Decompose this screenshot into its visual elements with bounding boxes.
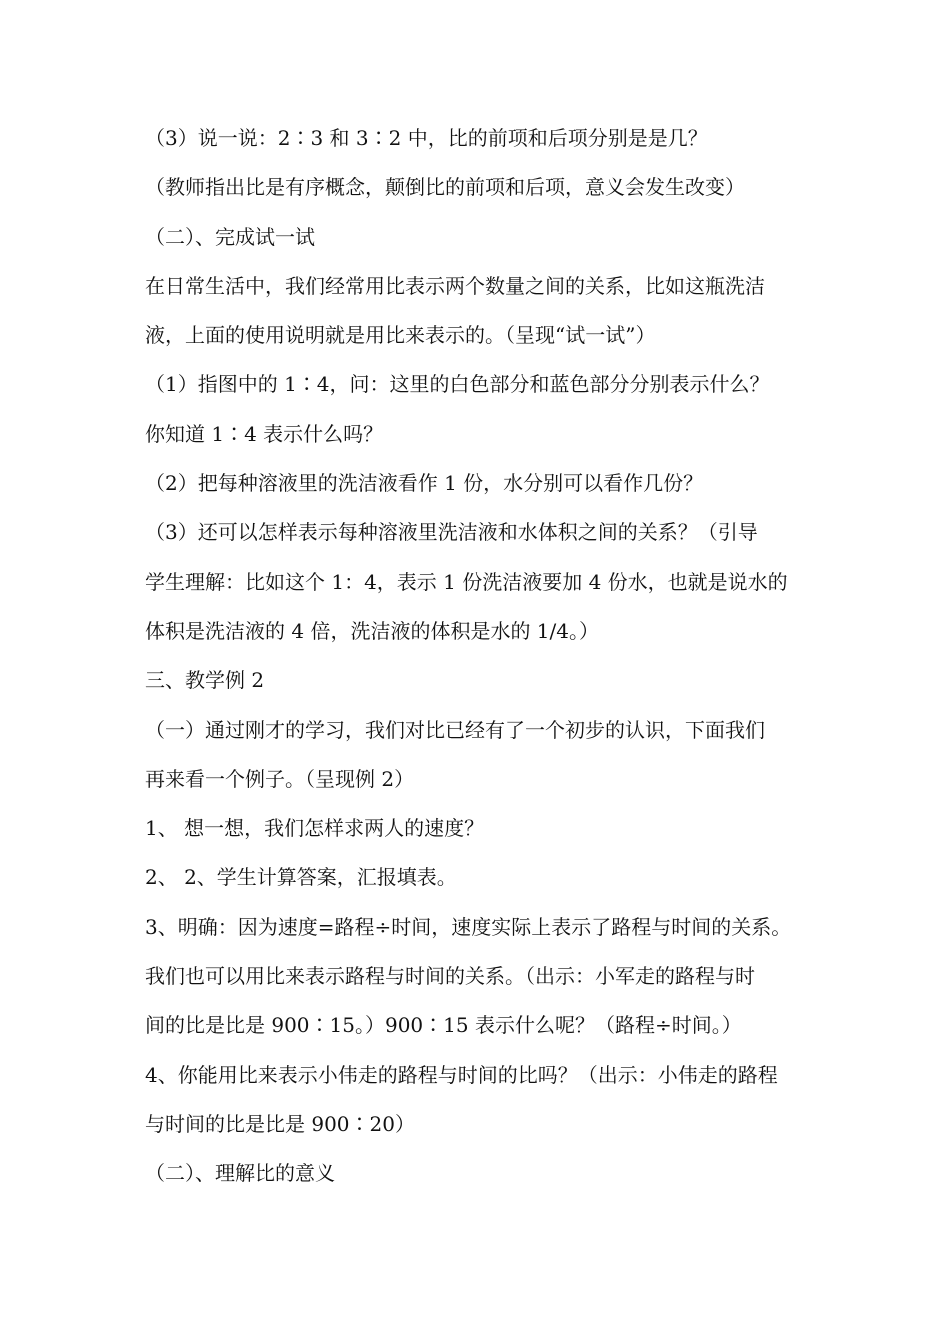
text-line: （3）说一说：2∶3 和 3∶2 中，比的前项和后项分别是是几？ (145, 126, 708, 150)
text-line: 1、 想一想，我们怎样求两人的速度？ (145, 816, 485, 841)
section-heading: 三、教学例 2 (145, 668, 265, 693)
document-body (145, 114, 810, 1199)
section-heading: （二）、理解比的意义 (145, 1161, 335, 1186)
text-line: 液，上面的使用说明就是用比来表示的。（呈现“试一试”） (145, 323, 656, 348)
text-line: （2）把每种溶液里的洗洁液看作 1 份，水分别可以看作几份？ (145, 471, 704, 496)
text-line: （3）还可以怎样表示每种溶液里洗洁液和水体积之间的关系？（引导 (145, 520, 758, 545)
text-line: 我们也可以用比来表示路程与时间的关系。（出示：小军走的路程与时 (145, 964, 755, 989)
text-line: 学生理解：比如这个 1：4，表示 1 份洗洁液要加 4 份水，也就是说水的 (145, 569, 788, 594)
text-line: 间的比是比是 900∶15。）900∶15 表示什么呢？（路程÷时间。） (145, 1013, 742, 1038)
text-line: 再来看一个例子。（呈现例 2） (145, 766, 415, 791)
text-line: 你知道 1∶4 表示什么吗？ (145, 421, 384, 446)
text-line: 与时间的比是比是 900∶20） (145, 1111, 415, 1136)
text-line: 2、 2、学生计算答案，汇报填表。 (145, 865, 457, 890)
section-heading: （二）、完成试一试 (145, 224, 315, 249)
text-line: 3、明确：因为速度=路程÷时间，速度实际上表示了路程与时间的关系。 (145, 914, 792, 939)
text-line: 体积是洗洁液的 4 倍，洗洁液的体积是水的 1/4。） (145, 618, 599, 643)
text-line: 4、你能用比来表示小伟走的路程与时间的比吗？（出示：小伟走的路程 (145, 1062, 778, 1087)
text-line: （1）指图中的 1∶4，问：这里的白色部分和蓝色部分分别表示什么？ (145, 372, 770, 397)
text-line: 在日常生活中，我们经常用比表示两个数量之间的关系，比如这瓶洗洁 (145, 273, 765, 298)
text-line: （教师指出比是有序概念，颠倒比的前项和后项，意义会发生改变） (145, 175, 745, 200)
text-line: （一）通过刚才的学习，我们对比已经有了一个初步的认识，下面我们 (145, 717, 765, 742)
